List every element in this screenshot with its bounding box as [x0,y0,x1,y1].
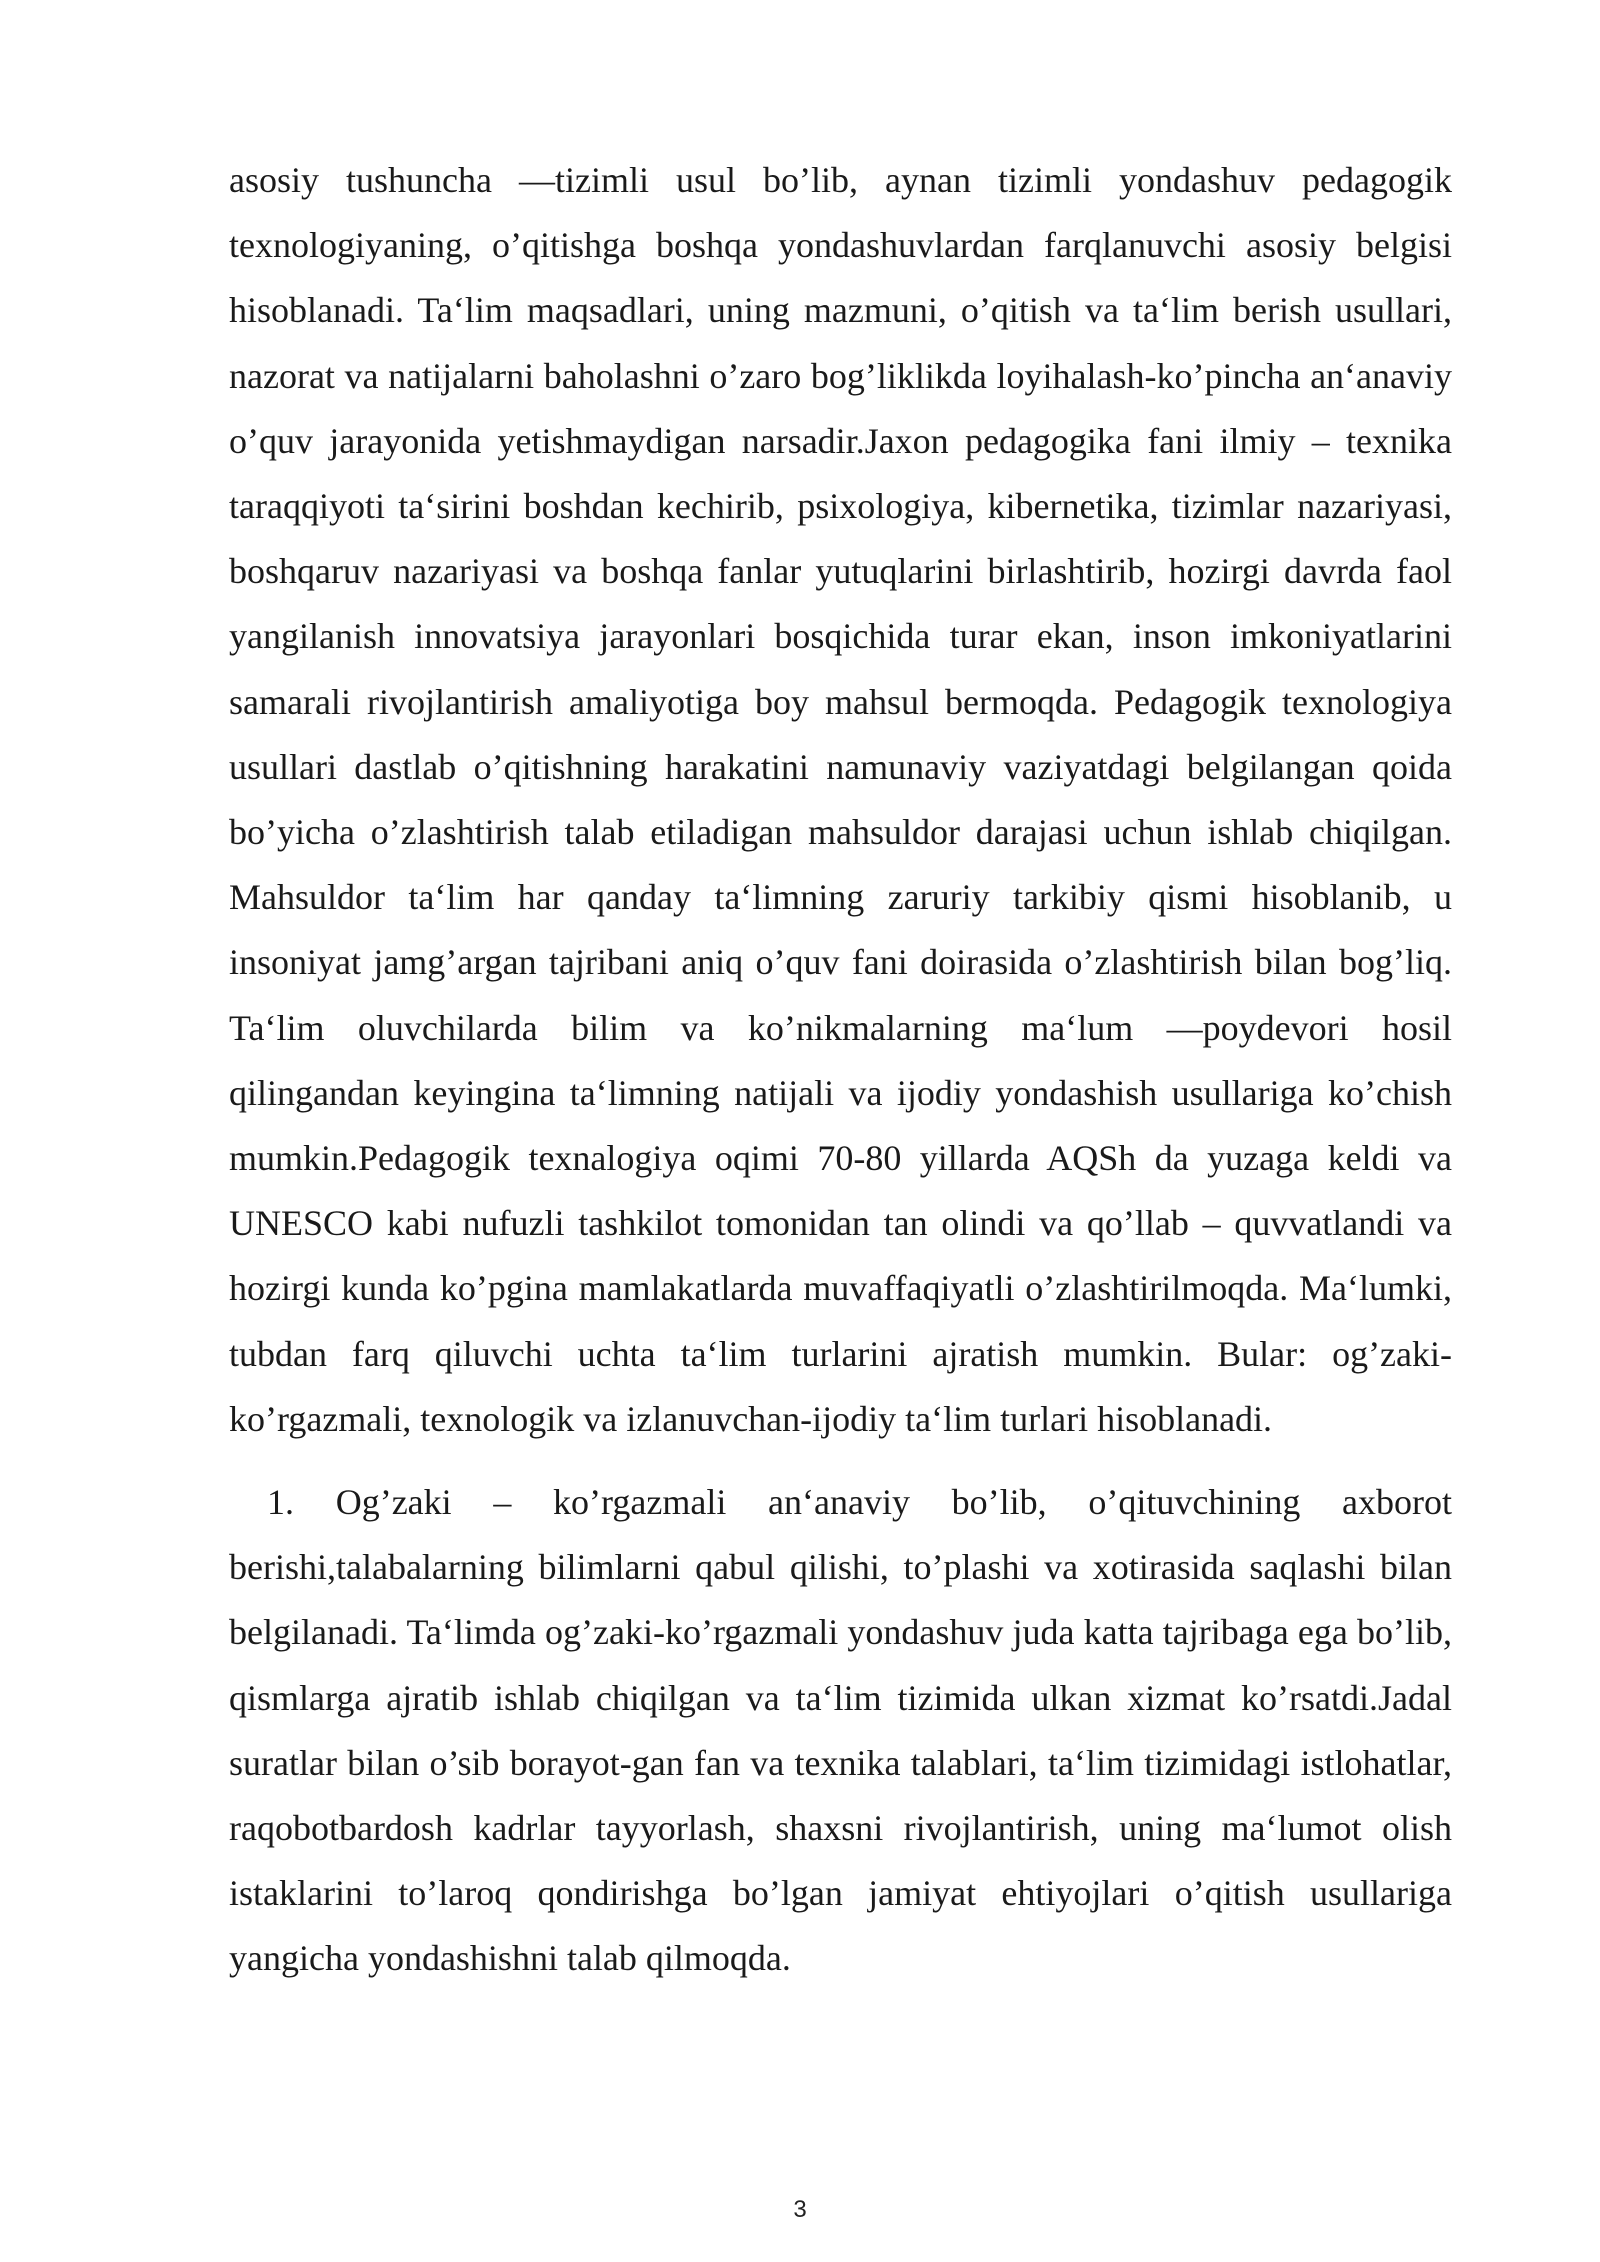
numbered-list-item: 1. Og’zaki – ko’rgazmali an‘anaviy bo’lib, o’qituvchining axborot berishi,talabalarning bilimlarni qabul qilishi, to’plashi va xotirasida saqlashi bilan belgilanadi. Ta‘limda og’zaki-ko’rgazmali yondashuv juda katta tajribaga ega bo’lib, qismlarga ajratib ishlab chiqilgan va ta‘lim tizimida ulkan xizmat ko’rsatdi.Jadal suratlar bilan o’sib borayot-gan fan va texnika talablari, ta‘lim tizimidagi istlohatlar, raqobotbardosh kadrlar tayyorlash, shaxsni rivojlantirish, uning ma‘lumot olish istaklarini to’laroq qondirishga bo’lgan jamiyat ehtiyojlari o’qitish usullariga yangicha yondashishni talab qilmoqda. [229,1482,1452,1979]
body-paragraph: asosiy tushuncha —tizimli usul bo’lib, aynan tizimli yondashuv pedagogik texnologiyaning, o’qitishga boshqa yondashuvlardan farqlanuvchi asosiy belgisi hisoblanadi. Ta‘lim maqsadlari, uning mazmuni, o’qitish va ta‘lim berish usullari, nazorat va natijalarni baholashni o’zaro bog’liklikda loyihalash-ko’pincha an‘anaviy o’quv jarayonida yetishmaydigan narsadir.Jaxon pedagogika fani ilmiy – texnika taraqqiyoti ta‘sirini boshdan kechirib, psixologiya, kibernetika, tizimlar nazariyasi, boshqaruv nazariyasi va boshqa fanlar yutuqlarini birlashtirib, hozirgi davrda faol yangilanish innovatsiya jarayonlari bosqichida turar ekan, inson imkoniyatlarini samarali rivojlantirish amaliyotiga boy mahsul bermoqda. Pedagogik texnologiya usullari dastlab o’qitishning harakatini namunaviy vaziyatdagi belgilangan qoida bo’yicha o’zlashtirish talab etiladigan mahsuldor darajasi uchun ishlab chiqilgan. Mahsuldor ta‘lim har qanday ta‘limning zaruriy tarkibiy qismi hisoblanib, u insoniyat jamg’argan tajribani aniq o’quv fani doirasida o’zlashtirish bilan bog’liq. Ta‘lim oluvchilarda bilim va ko’nikmalarning ma‘lum —poydevori hosil qilingandan keyingina ta‘limning natijali va ijodiy yondashish usullariga ko’chish mumkin.Pedagogik texnalogiya oqimi 70-80 yillarda AQSh da yuzaga keldi va UNESCO kabi nufuzli tashkilot tomonidan tan olindi va qo’llab – quvvatlandi va hozirgi kunda ko’pgina mamlakatlarda muvaffaqiyatli o’zlashtirilmoqda. Ma‘lumki, tubdan farq qiluvchi uchta ta‘lim turlarini ajratish mumkin. Bular: og’zaki- ko’rgazmali, texnologik va izlanuvchan-ijodiy ta‘lim turlari hisoblanadi. [229,160,1452,1439]
page-number: 3 [793,2196,807,2223]
page-body [229,148,1452,1992]
